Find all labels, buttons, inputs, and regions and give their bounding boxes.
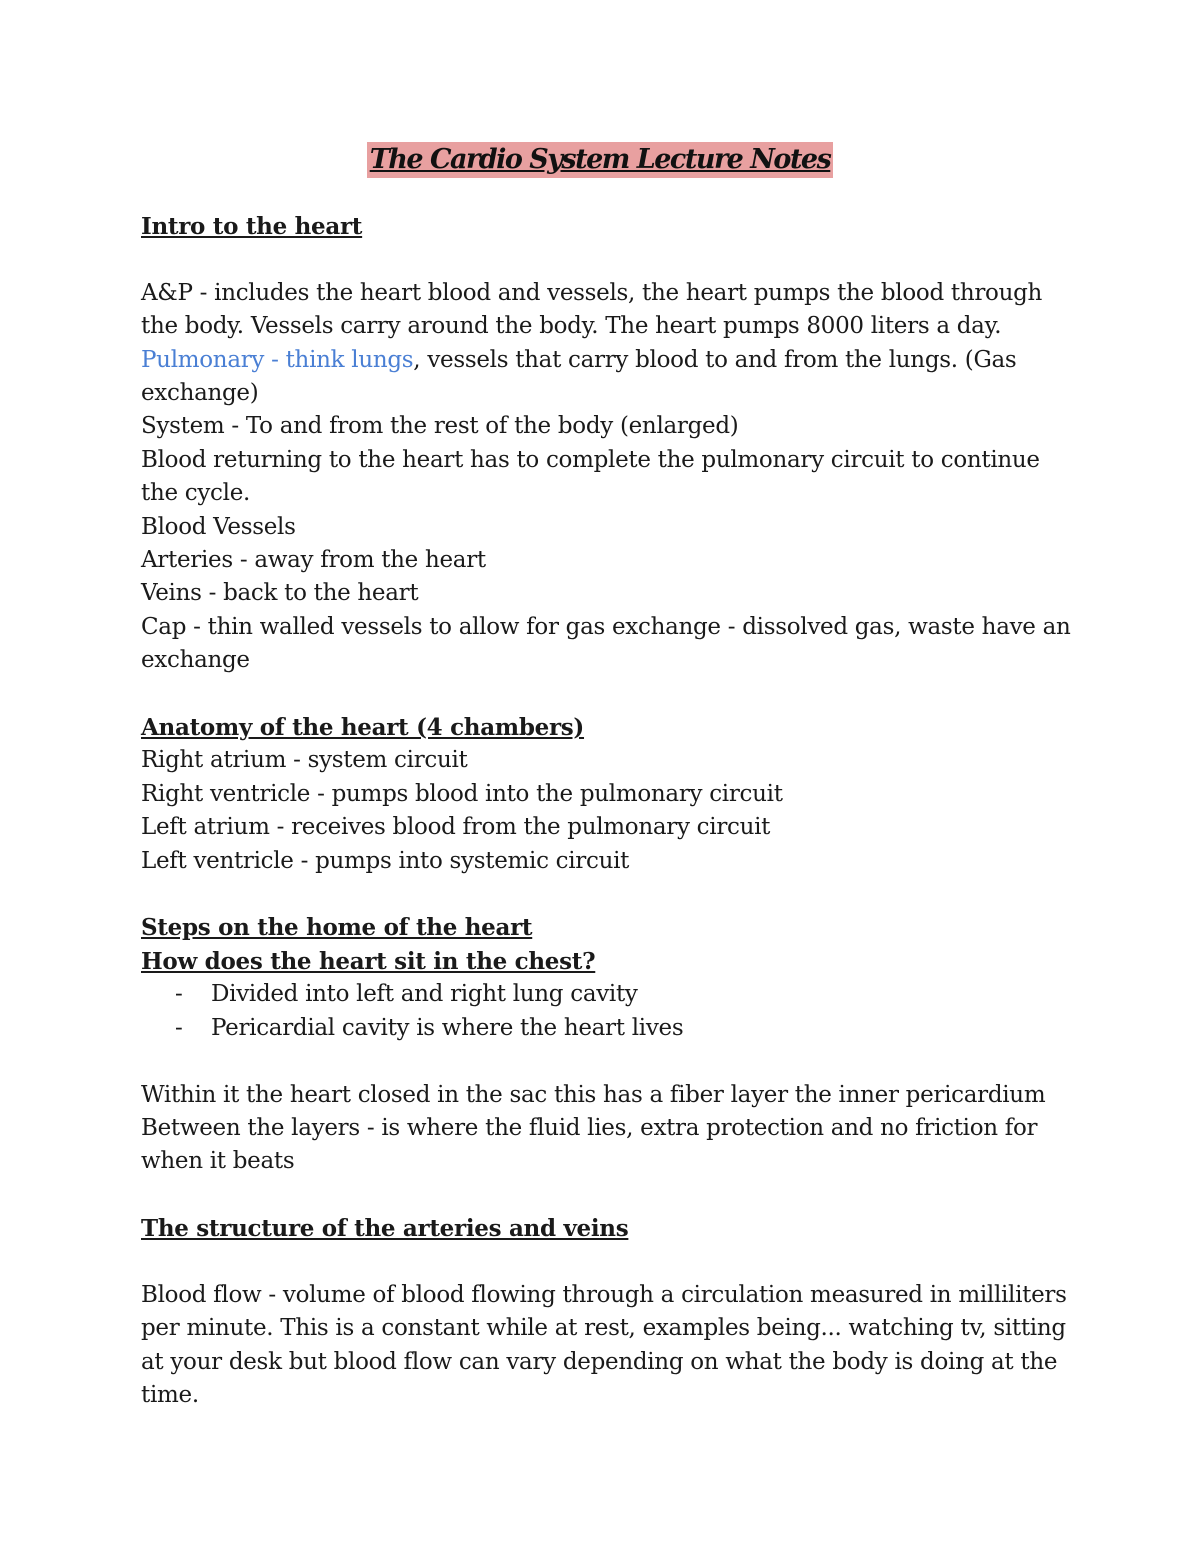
paragraph-line: Left atrium - receives blood from the pulmonary circuit bbox=[141, 814, 771, 841]
paragraph-line: Arteries - away from the heart bbox=[141, 547, 486, 574]
paragraph-line: Cap - thin walled vessels to allow for gas exchange - dissolved gas, waste have an bbox=[141, 613, 1071, 640]
section-heading-intro: Intro to the heart bbox=[141, 213, 363, 240]
paragraph-line: A&P - includes the heart blood and vessels, the heart pumps the blood through bbox=[141, 279, 1043, 306]
blank-line bbox=[141, 1045, 1081, 1078]
paragraph-line: Right atrium - system circuit bbox=[141, 747, 468, 774]
blank-line bbox=[141, 1246, 1081, 1279]
blank-line bbox=[141, 243, 1081, 276]
blank-line bbox=[141, 1179, 1081, 1212]
paragraph-line: the body. Vessels carry around the body. The heart pumps 8000 liters a day. bbox=[141, 313, 1002, 340]
paragraph-line: System - To and from the rest of the body (enlarged) bbox=[141, 413, 739, 440]
bullet-item bbox=[141, 978, 1081, 1011]
document-body bbox=[141, 210, 1081, 1413]
paragraph-line: Blood flow - volume of blood flowing through a circulation measured in milliliters bbox=[141, 1281, 1067, 1308]
highlighted-text: Pulmonary - think lungs bbox=[141, 346, 414, 373]
paragraph-line: exchange bbox=[141, 647, 250, 674]
paragraph-line: Between the layers - is where the fluid lies, extra protection and no friction for bbox=[141, 1114, 1038, 1141]
bullet-marker: - bbox=[175, 1014, 183, 1041]
paragraph-line: when it beats bbox=[141, 1148, 295, 1175]
bullet-item bbox=[141, 1012, 1081, 1045]
paragraph-line: Blood returning to the heart has to complete the pulmonary circuit to continue bbox=[141, 446, 1040, 473]
paragraph-line: exchange) bbox=[141, 380, 259, 407]
paragraph-line: the cycle. bbox=[141, 480, 251, 507]
section-heading-steps: Steps on the home of the heart bbox=[141, 914, 533, 942]
bullet-text: Divided into left and right lung cavity bbox=[211, 981, 638, 1008]
paragraph-line: at your desk but blood flow can vary depending on what the body is doing at the bbox=[141, 1348, 1058, 1375]
section-heading-anatomy: Anatomy of the heart (4 chambers) bbox=[141, 714, 585, 742]
blank-line bbox=[141, 678, 1081, 711]
paragraph-line: Right ventricle - pumps blood into the pulmonary circuit bbox=[141, 780, 783, 807]
paragraph-line: Veins - back to the heart bbox=[141, 580, 419, 607]
section-heading-structure: The structure of the arteries and veins bbox=[141, 1215, 629, 1243]
paragraph-line: per minute. This is a constant while at rest, examples being... watching tv, sitting bbox=[141, 1315, 1066, 1342]
paragraph-line: Blood Vessels bbox=[141, 513, 296, 540]
paragraph-text: , vessels that carry blood to and from the lungs. (Gas bbox=[413, 346, 1017, 373]
document-title: The Cardio System Lecture Notes bbox=[367, 142, 834, 178]
paragraph-line: Within it the heart closed in the sac this has a fiber layer the inner pericardium bbox=[141, 1081, 1046, 1108]
title-container bbox=[0, 142, 1200, 178]
paragraph-line: Left ventricle - pumps into systemic circuit bbox=[141, 847, 630, 874]
bullet-text: Pericardial cavity is where the heart lives bbox=[211, 1014, 684, 1041]
blank-line bbox=[141, 878, 1081, 911]
paragraph-line bbox=[141, 344, 1081, 377]
section-subheading-chest: How does the heart sit in the chest? bbox=[141, 947, 596, 975]
paragraph-line: time. bbox=[141, 1382, 199, 1409]
bullet-marker: - bbox=[175, 981, 183, 1008]
